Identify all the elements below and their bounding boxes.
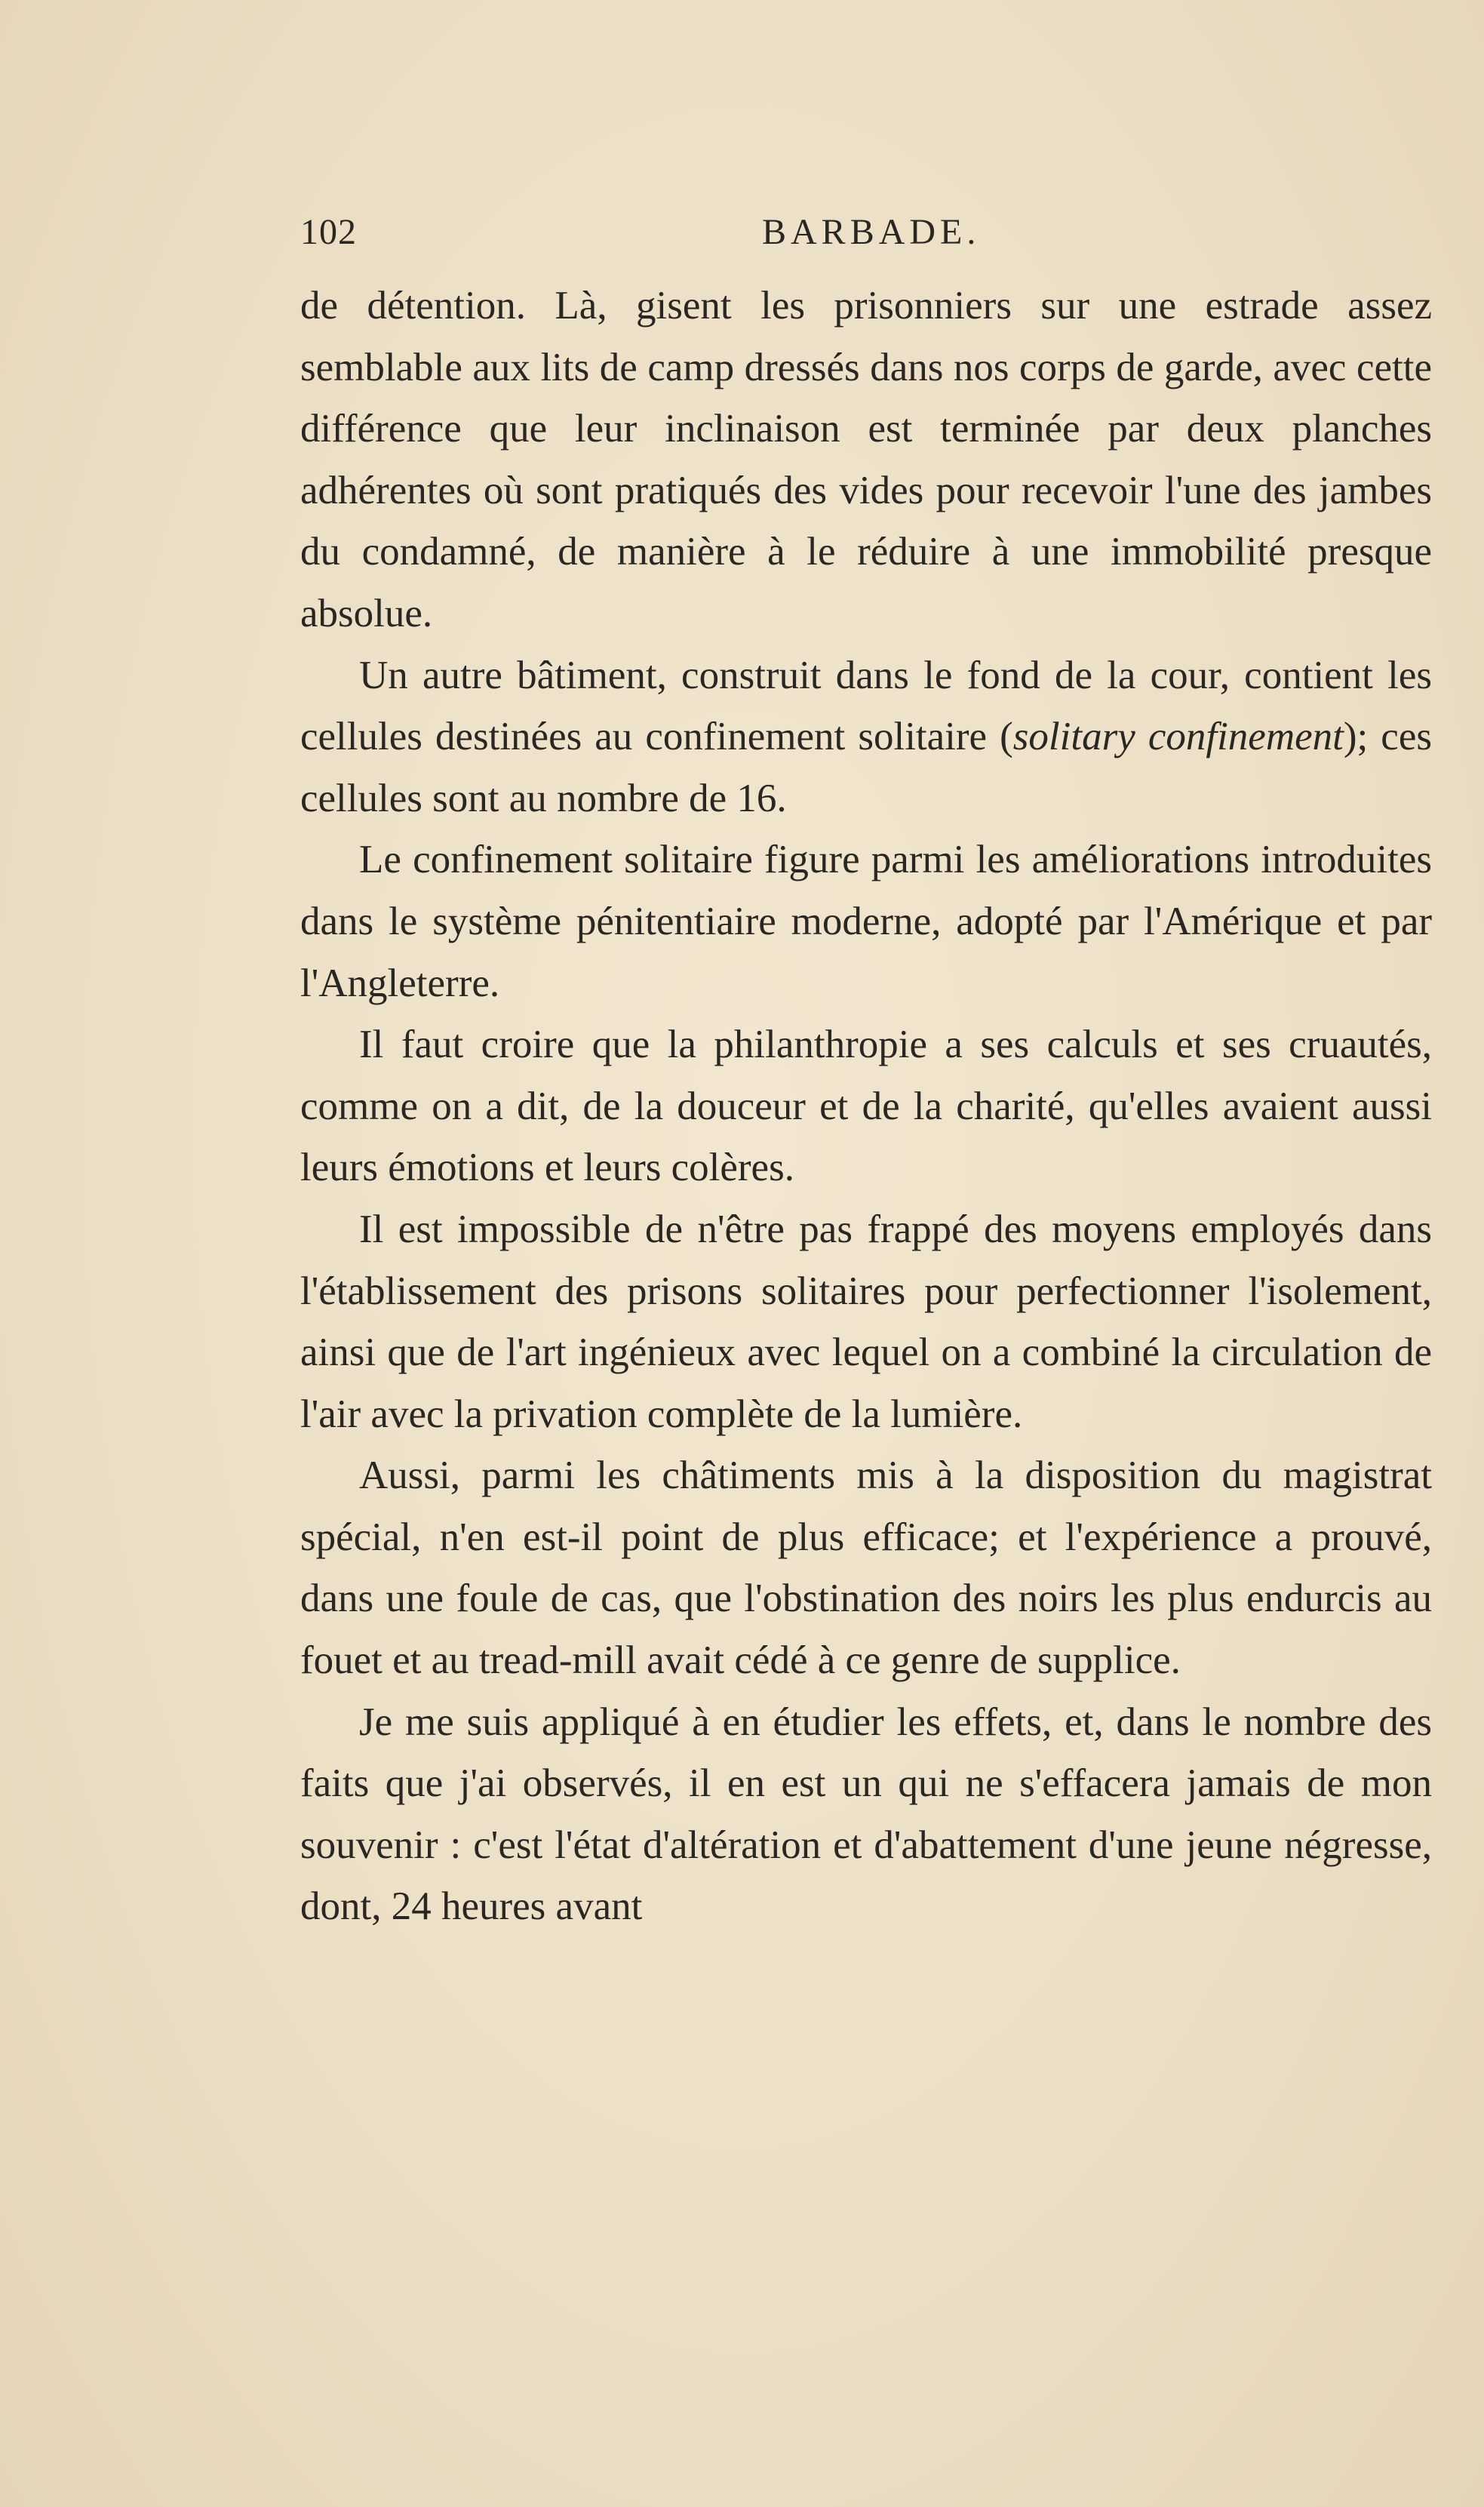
paragraph-2-italic-term: solitary confinement bbox=[1012, 715, 1344, 759]
paragraph-2 bbox=[300, 645, 1432, 830]
paragraph-2-text-end: ); ces cellules sont au nombre de 16. bbox=[300, 715, 1432, 820]
running-head: BARBADE. bbox=[762, 212, 981, 252]
paragraph-2-text: Un autre bâtiment, construit dans le fond de la cour, contient les cellules destinées au confinement solitaire ( bbox=[300, 653, 1432, 759]
paragraph-5: Il est impossible de n'être pas frappé des moyens employés dans l'établissement des prisons solitaires pour perfectionner l'isolement, ainsi que de l'art ingénieux avec lequel on a combiné la circulation de l'air avec la privation complète de la lumière. bbox=[300, 1207, 1432, 1436]
paragraph-4: Il faut croire que la philanthropie a ses calculs et ses cruautés, comme on a dit, de la douceur et de la charité, qu'elles avaient aussi leurs émotions et leurs colères. bbox=[300, 1023, 1432, 1190]
body-text bbox=[300, 275, 1432, 1938]
paragraph-1: de détention. Là, gisent les prisonniers sur une estrade assez semblable aux lits de camp dressés dans nos corps de garde, avec cette différence que leur inclinaison est terminée par deux planches adhérentes où sont pratiqués des vides pour recevoir l'une des jambes du condamné, de manière à le réduire à une immobilité presque absolue. bbox=[300, 284, 1432, 635]
page-number: 102 bbox=[300, 212, 357, 252]
page-header bbox=[300, 211, 1432, 264]
paragraph-3: Le confinement solitaire figure parmi les améliorations introduites dans le système pénitentiaire moderne, adopté par l'Amérique et par l'Angleterre. bbox=[300, 838, 1432, 1005]
paragraph-6: Aussi, parmi les châtiments mis à la disposition du magistrat spécial, n'en est-il point de plus efficace; et l'expérience a prouvé, dans une foule de cas, que l'obstination des noirs les plus endurcis au fouet et au tread-mill avait cédé à ce genre de supplice. bbox=[300, 1453, 1432, 1683]
paragraph-7: Je me suis appliqué à en étudier les effets, et, dans le nombre des faits que j'ai observés, il en est un qui ne s'effacera jamais de mon souvenir : c'est l'état d'altération et d'abattement d'une jeune négresse, dont, 24 heures avant bbox=[300, 1700, 1432, 1929]
